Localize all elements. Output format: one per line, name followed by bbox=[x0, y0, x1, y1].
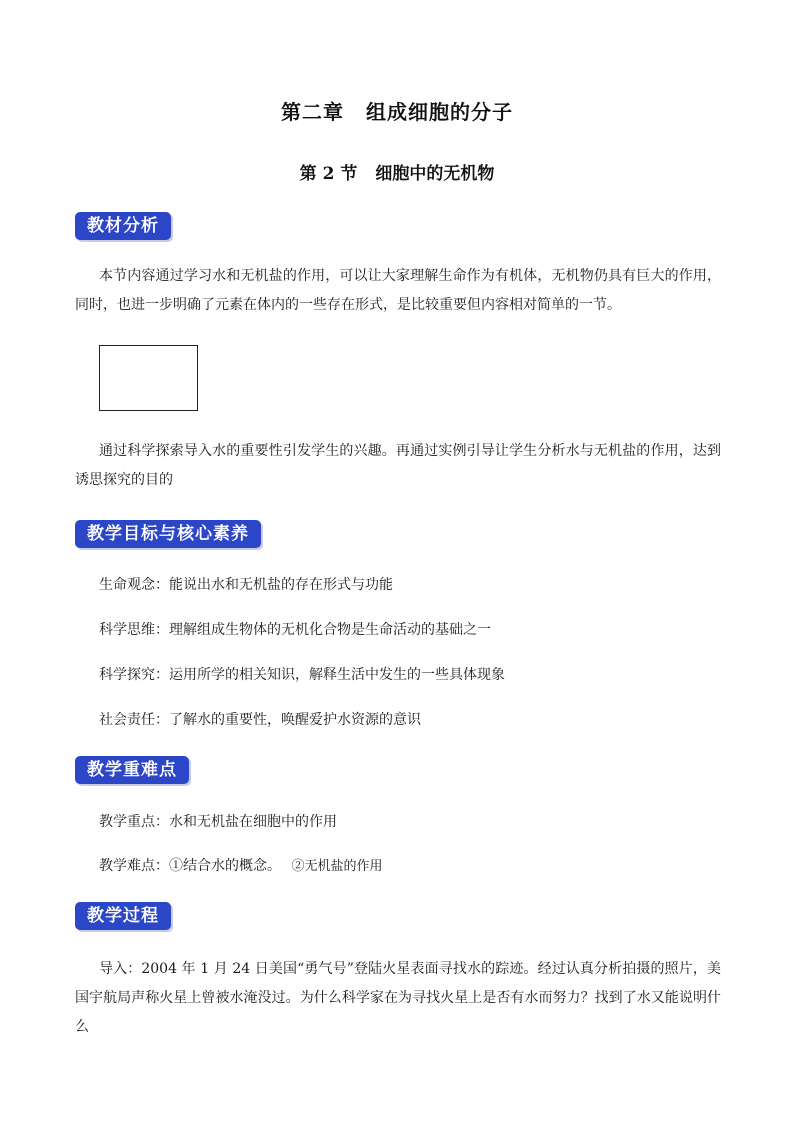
section-title bbox=[0, 159, 794, 184]
goal-item-life-concept: 生命观念：能说出水和无机盐的存在形式与功能 bbox=[99, 577, 393, 593]
empty-image-placeholder bbox=[99, 345, 198, 411]
chapter-name: 组成细胞的分子 bbox=[366, 100, 513, 124]
goal-item-scientific-inquiry: 科学探究：运用所学的相关知识，解释生活中发生的一些具体现象 bbox=[99, 667, 505, 683]
process-intro-paragraph: 导入：2004 年 1 月 24 日美国“勇气号”登陆火星表面寻找水的踪迹。经过认真分析拍摄的照片，美国宇航局声称火星上曾被水淹没过。为什么科学家在为寻找火星上是否有水而努力？找到了水又能说明什么 bbox=[75, 961, 721, 1035]
teaching-difficulty bbox=[99, 856, 382, 877]
chapter-title bbox=[0, 96, 794, 125]
teaching-difficulty-extra: ②无机盐的作用 bbox=[291, 859, 383, 874]
teaching-difficulty-label: 教学难点：①结合水的概念。 bbox=[99, 858, 281, 874]
badge-material-analysis: 教材分析 bbox=[75, 212, 171, 240]
analysis-paragraph-2: 通过科学探索导入水的重要性引发学生的兴趣。再通过实例引导让学生分析水与无机盐的作用，达到诱思探究的目的 bbox=[75, 443, 721, 488]
goal-item-scientific-thinking: 科学思维：理解组成生物体的无机化合物是生命活动的基础之一 bbox=[99, 622, 491, 638]
teaching-focus: 教学重点：水和无机盐在细胞中的作用 bbox=[99, 814, 337, 830]
section-name: 细胞中的无机物 bbox=[375, 164, 495, 184]
chapter-number: 第二章 bbox=[281, 100, 344, 124]
badge-key-points: 教学重难点 bbox=[75, 756, 189, 784]
badge-teaching-process: 教学过程 bbox=[75, 902, 171, 930]
badge-teaching-goals: 教学目标与核心素养 bbox=[75, 520, 261, 548]
analysis-paragraph: 本节内容通过学习水和无机盐的作用，可以让大家理解生命作为有机体，无机物仍具有巨大的作用，同时，也进一步明确了元素在体内的一些存在形式，是比较重要但内容相对简单的一节。 bbox=[75, 268, 721, 313]
goal-item-social-responsibility: 社会责任：了解水的重要性，唤醒爱护水资源的意识 bbox=[99, 712, 421, 728]
section-number: 第 2 节 bbox=[299, 164, 358, 184]
